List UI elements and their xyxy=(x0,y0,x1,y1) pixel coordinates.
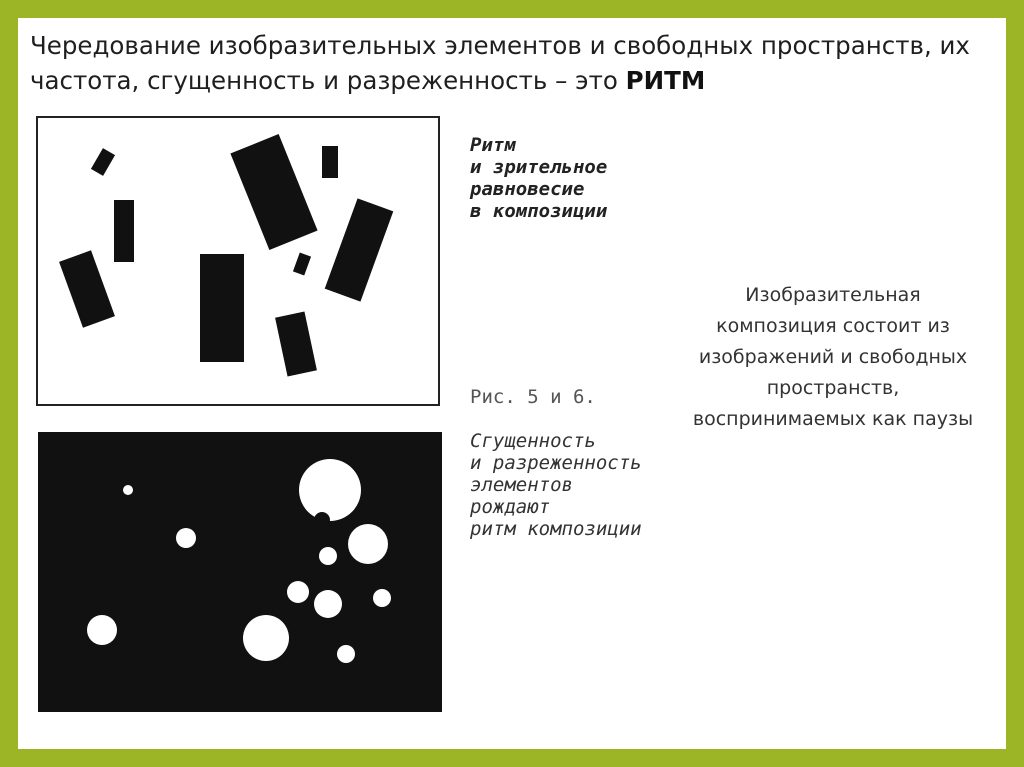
circle-shape xyxy=(287,581,309,603)
circle-shape xyxy=(87,615,117,645)
rhythm-circles-figure xyxy=(38,432,442,712)
slide-title xyxy=(30,28,990,98)
slide xyxy=(18,18,1006,749)
slide-title-emphasis: РИТМ xyxy=(625,66,706,95)
caption-line: элементов xyxy=(470,474,573,496)
figure-reference: Рис. 5 и 6. xyxy=(470,386,596,408)
circle-shape xyxy=(314,512,330,528)
caption-line: рождают xyxy=(470,496,551,518)
caption-line: ритм композиции xyxy=(470,518,642,540)
caption-line: и зрительное xyxy=(470,156,608,178)
circle-shape xyxy=(243,615,289,661)
circle-shape xyxy=(299,459,361,521)
circle-shape xyxy=(176,528,196,548)
rectangle-shape xyxy=(200,254,244,362)
circle-shape xyxy=(314,590,342,618)
side-description: Изобразительная композиция состоит из изображений и свободных пространств, воспринимаемых как паузы xyxy=(692,284,974,430)
circle-shape xyxy=(348,524,388,564)
caption-line: Ритм xyxy=(470,134,516,156)
circle-shape xyxy=(373,589,391,607)
caption-line: в композиции xyxy=(470,200,608,222)
caption-line: равновесие xyxy=(470,178,585,200)
caption-line: и разреженность xyxy=(470,452,642,474)
rectangle-shape xyxy=(322,146,338,178)
circle-shape xyxy=(319,547,337,565)
figure-caption-bottom xyxy=(470,430,642,540)
figure-caption-top xyxy=(470,134,607,222)
caption-line: Сгущенность xyxy=(470,430,596,452)
slide-title-text: Чередование изобразительных элементов и свободных пространств, их частота, сгущенность и разреженность – это xyxy=(30,31,970,95)
rhythm-rectangles-figure xyxy=(36,116,440,406)
circle-shape xyxy=(123,485,133,495)
rectangle-shape xyxy=(114,200,134,262)
circle-shape xyxy=(337,645,355,663)
black-field xyxy=(38,432,442,712)
